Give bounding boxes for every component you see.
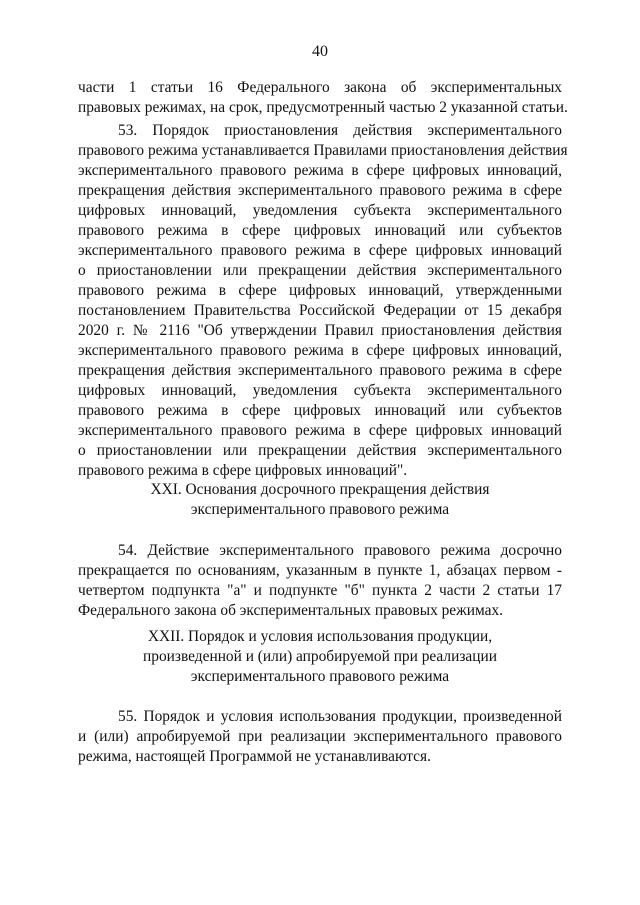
text-line: экспериментального правового режима в сфере цифровых инноваций, [78,162,562,179]
heading-line: произведенной и (или) апробируемой при реализации [143,648,497,665]
text-line: 54. Действие экспериментального правового режима досрочно [118,542,562,559]
text-line: о приостановлении или прекращении действия экспериментального [78,442,562,459]
text-line: 55. Порядок и условия использования продукции, произведенной [118,708,562,725]
text-line: экспериментального правового режима в сфере цифровых инноваций [78,242,562,259]
page-number: 40 [312,43,328,60]
text-line: режима, настоящей Программой не устанавливаются. [78,748,431,765]
heading-line: XXII. Порядок и условия использования продукции, [147,628,493,645]
text-line: цифровых инноваций, уведомления субъекта экспериментального [78,202,562,219]
text-line: прекращения действия экспериментального правового режима в сфере [78,362,562,379]
text-line: части 1 статьи 16 Федерального закона об экспериментальных [78,79,562,96]
heading-line: экспериментального правового режима [190,668,450,685]
text-line: о приостановлении или прекращении действия экспериментального [78,262,562,279]
text-line: Федерального закона об экспериментальных правовых режимах. [78,602,504,619]
text-line: 53. Порядок приостановления действия экспериментального [118,122,562,139]
text-line: правового режима в сфере цифровых инноваций, утвержденными [78,282,562,299]
heading-line: XXI. Основания досрочного прекращения действия [150,481,490,498]
text-line: правового режима устанавливается Правилами приостановления действия [78,142,568,159]
heading-line: экспериментального правового режима [190,501,450,518]
text-line: постановлением Правительства Российской Федерации от 15 декабря [78,302,562,319]
text-line: четвертом подпункта "а" и подпункте "б" пункта 2 части 2 статьи 17 [78,582,562,599]
text-line: и (или) апробируемой при реализации экспериментального правового [78,728,562,745]
text-line: правового режима в сфере цифровых инноваций или субъектов [78,402,562,419]
text-line: прекращается по основаниям, указанным в пункте 1, абзацах первом - [78,562,562,579]
text-line: цифровых инноваций, уведомления субъекта экспериментального [78,382,562,399]
text-line: правовых режимах, на срок, предусмотренный частью 2 указанной статьи. [78,99,568,116]
text-line: экспериментального правового режима в сфере цифровых инноваций, [78,342,562,359]
text-line: правового режима в сфере цифровых инноваций". [78,462,408,479]
text-line: прекращения действия экспериментального правового режима в сфере [78,182,562,199]
text-line: 2020 г. № 2116 "Об утверждении Правил приостановления действия [78,322,562,339]
text-line: экспериментального правового режима в сфере цифровых инноваций [78,422,562,439]
text-line: правового режима в сфере цифровых инноваций или субъектов [78,222,562,239]
